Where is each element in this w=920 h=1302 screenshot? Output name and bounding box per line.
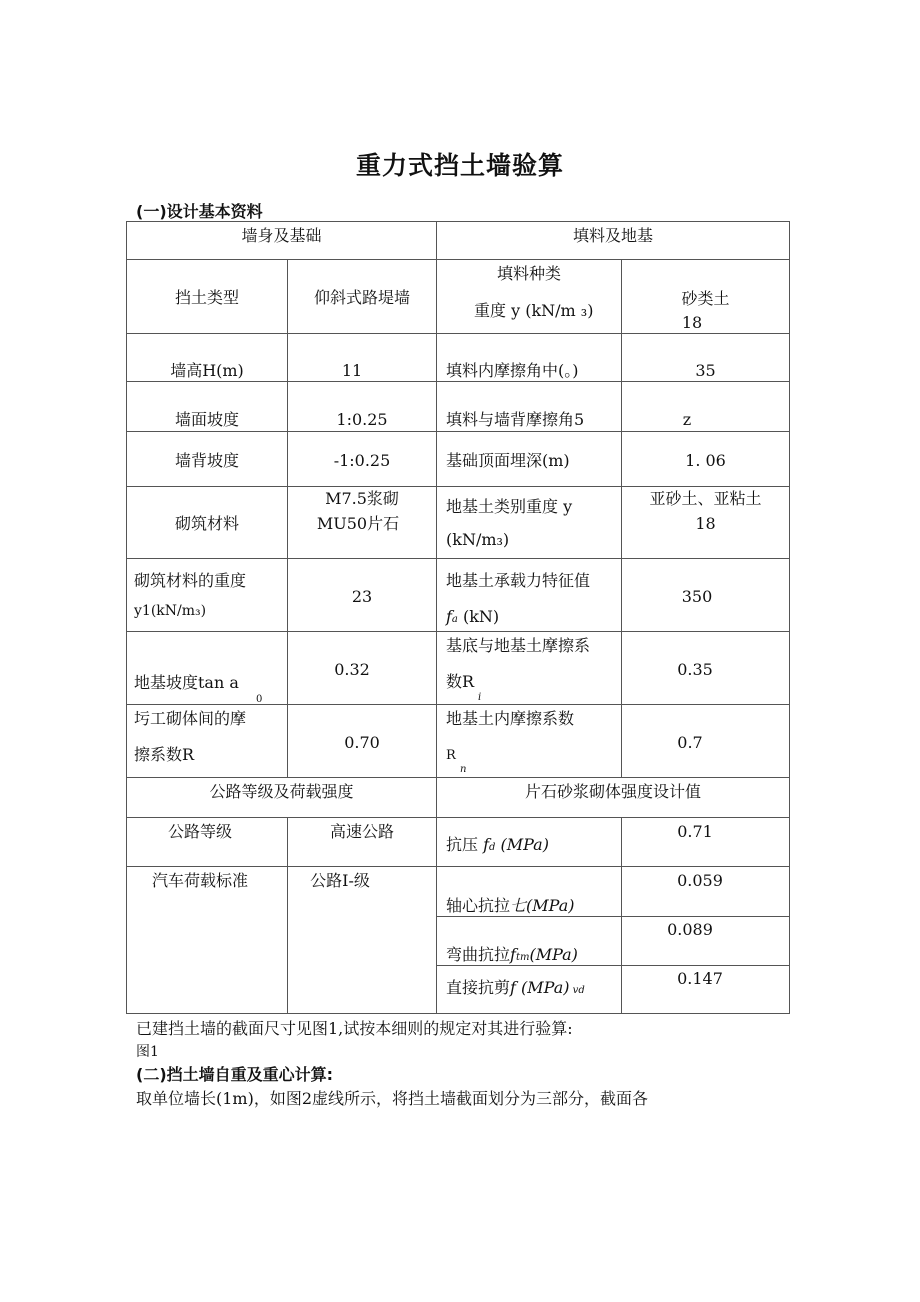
header-masonry-strength: 片石砂浆砌体强度设计值 — [524, 782, 701, 801]
cell-height-label: 墙高H(m) — [170, 361, 244, 380]
cell-back-slope-value: -1:0.25 — [333, 451, 391, 470]
cell-axial-tension-value: 0.059 — [677, 871, 723, 890]
cell-mat-weight-label-1: 砌筑材料的重度 — [134, 571, 247, 590]
cell-fill-weight-value: 18 — [681, 313, 703, 332]
cell-vehicle-load-value: 公路I-级 — [310, 871, 370, 890]
cell-material-value-1: M7.5浆砌 — [325, 489, 399, 508]
cell-compressive-label: 抗压 fd (MPa) — [446, 835, 549, 854]
cell-mat-weight-value: 23 — [351, 587, 373, 606]
cell-vehicle-load-label: 汽车荷载标准 — [151, 871, 248, 890]
cell-soil-internal-friction-label-2: R — [446, 748, 456, 763]
cell-fill-type-value: 砂类土 — [681, 289, 730, 308]
cell-fill-type-label: 填料种类 — [496, 264, 561, 283]
cell-mat-weight-label-2: y1(kN/m₃) — [134, 603, 207, 619]
cell-soil-weight-label-1: 地基土类别重度 y — [446, 497, 573, 516]
section-heading-2: (二)挡土墙自重及重心计算: — [136, 1065, 334, 1084]
cell-back-slope-label: 墙背坡度 — [174, 451, 239, 470]
cell-shear-value: 0.147 — [677, 969, 723, 988]
cell-foundation-slope-label: 地基坡度tan a — [134, 673, 239, 692]
cell-soil-weight-label-2: (kN/m₃) — [446, 530, 510, 549]
cell-foundation-slope-value: 0.32 — [334, 660, 370, 679]
cell-base-friction-value: 0.35 — [677, 660, 713, 679]
intro-paragraph: 已建挡土墙的截面尺寸见图1,试按本细则的规定对其进行验算: — [136, 1019, 573, 1038]
cell-axial-tension-label: 轴心抗拉七(MPa) — [446, 896, 575, 915]
cell-masonry-friction-label-1: 圬工砌体间的摩 — [134, 709, 247, 728]
cell-road-grade-label: 公路等级 — [167, 822, 232, 841]
header-wall-foundation: 墙身及基础 — [241, 226, 322, 245]
page-title: 重力式挡土墙验算 — [355, 151, 564, 180]
cell-wall-type-label: 挡土类型 — [174, 288, 239, 307]
cell-bending-tension-value: 0.089 — [667, 920, 713, 939]
body-paragraph: 取单位墙长(1m)，如图2虚线所示，将挡土墙截面划分为三部分，截面各 — [136, 1089, 649, 1108]
cell-foundation-slope-sub: 0 — [256, 694, 263, 705]
cell-wall-type-value: 仰斜式路堤墙 — [313, 288, 410, 307]
cell-material-label: 砌筑材料 — [174, 514, 239, 533]
cell-wall-friction-label: 填料与墙背摩擦角5 — [446, 410, 585, 429]
cell-shear-label: 直接抗剪f (MPa) vd — [446, 978, 585, 997]
cell-fill-weight-label: 重度 y (kN/m ₃) — [474, 301, 594, 320]
cell-face-slope-value: 1:0.25 — [336, 410, 388, 429]
cell-base-friction-sub: i — [478, 692, 482, 703]
cell-bearing-label-2: fa (kN) — [446, 607, 500, 626]
cell-burial-depth-label: 基础顶面埋深(m) — [446, 451, 570, 470]
cell-face-slope-label: 墙面坡度 — [174, 410, 239, 429]
cell-wall-friction-value: z — [682, 410, 692, 429]
cell-compressive-value: 0.71 — [677, 822, 713, 841]
figure-1-label: 图1 — [136, 1044, 159, 1060]
cell-base-friction-label-2: 数R — [446, 672, 475, 691]
cell-material-value-2: MU50片石 — [316, 514, 400, 533]
cell-burial-depth-value: 1. 06 — [685, 451, 726, 470]
cell-bearing-label-1: 地基土承载力特征值 — [446, 571, 591, 590]
cell-fill-friction-value: 35 — [695, 361, 716, 380]
section-heading-1: (一)设计基本资料 — [136, 202, 263, 221]
cell-fill-friction-label: 填料内摩擦角中(。) — [446, 361, 579, 380]
header-fill-ground: 填料及地基 — [572, 226, 653, 245]
cell-masonry-friction-label-2: 擦系数R — [134, 745, 195, 764]
cell-soil-type-value: 亚砂土、亚粘土 — [649, 489, 762, 508]
header-road-load: 公路等级及荷载强度 — [209, 782, 354, 801]
cell-soil-internal-friction-value: 0.7 — [677, 733, 703, 752]
cell-bending-tension-label: 弯曲抗拉ftm(MPa) — [446, 945, 578, 964]
cell-soil-weight-value: 18 — [695, 514, 716, 533]
cell-road-grade-value: 高速公路 — [329, 822, 394, 841]
cell-soil-internal-friction-sub: n — [460, 764, 467, 775]
cell-soil-internal-friction-label-1: 地基土内摩擦系数 — [446, 709, 575, 728]
cell-height-value: 11 — [341, 361, 363, 380]
cell-base-friction-label-1: 基底与地基土摩擦系 — [446, 636, 591, 655]
cell-bearing-value: 350 — [681, 587, 713, 606]
cell-masonry-friction-value: 0.70 — [344, 733, 380, 752]
